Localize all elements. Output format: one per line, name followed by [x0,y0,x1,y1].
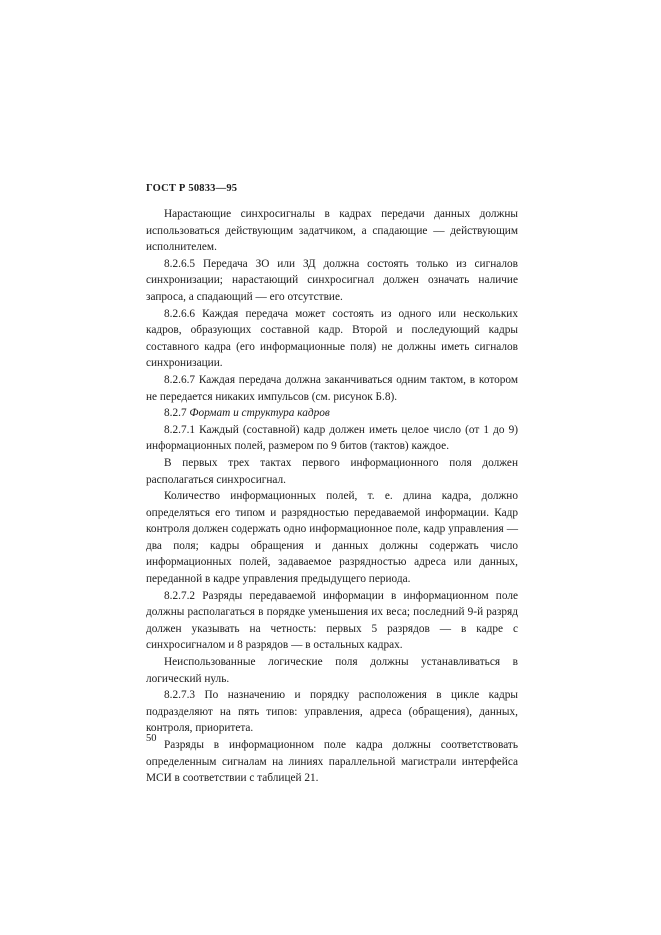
standard-header: ГОСТ Р 50833—95 [146,183,238,194]
paragraph: 8.2.7.3 По назначению и порядку расположения в цикле кадры подразделяют на пять типов: управления, адреса (обращения), данных, контроля, приоритета. [146,689,518,735]
paragraph: Неиспользованные логические поля должны устанавливаться в логический нуль. [146,656,518,685]
page-number: 50 [146,733,157,744]
paragraph: 8.2.6.5 Передача ЗО или ЗД должна состоять только из сигналов синхронизации; нарастающий синхросигнал должен означать наличие запроса, а спадающий — его отсутствие. [146,257,518,303]
paragraph: 8.2.6.7 Каждая передача должна заканчиваться одним тактом, в котором не передается никаких импульсов (см. рисунок Б.8). [146,373,518,403]
subsection-number: 8.2.7 [164,407,187,420]
paragraph: Разряды в информационном поле кадра должны соответствовать определенным сигналам на линиях параллельной магистрали интерфейса МСИ в соответствии с таблицей 21. [146,739,518,785]
paragraph: 8.2.7.2 Разряды передаваемой информации в информационном поле должны располагаться в порядке уменьшения их веса; последний 9-й разряд должен указывать на четность: первых 5 разрядов — в кадре с синхросигналом и 8 разрядов — в остальных кадрах. [146,589,518,652]
paragraph: 8.2.6.6 Каждая передача может состоять из одного или нескольких кадров, образующих составной кадр. Второй и последующий кадры составного кадра (его информационные поля) не должны иметь сигналов синхронизации. [146,307,518,370]
paragraph: Нарастающие синхросигналы в кадрах передачи данных должны использоваться действующим задатчиком, а спадающие — действующим исполнителем. [146,208,518,254]
paragraph: 8.2.7.1 Каждый (составной) кадр должен иметь целое число (от 1 до 9) информационных полей, размером по 9 битов (тактов) каждое. [146,423,518,453]
subsection-heading [146,405,518,422]
body-text [146,206,518,787]
paragraph: Количество информационных полей, т. е. длина кадра, должно определяться его типом и разрядностью передаваемой информации. Кадр контроля должен содержать одно информационное поле, кадр управления — два поля; кадры обращения и данных должны содержать число информационных полей, задаваемое разрядностью адреса или данных, переданной в кадре управления предыдущего периода. [146,490,518,586]
paragraph: В первых трех тактах первого информационного поля должен располагаться синхросигнал. [146,456,518,486]
subsection-title: Формат и структура кадров [189,407,330,420]
